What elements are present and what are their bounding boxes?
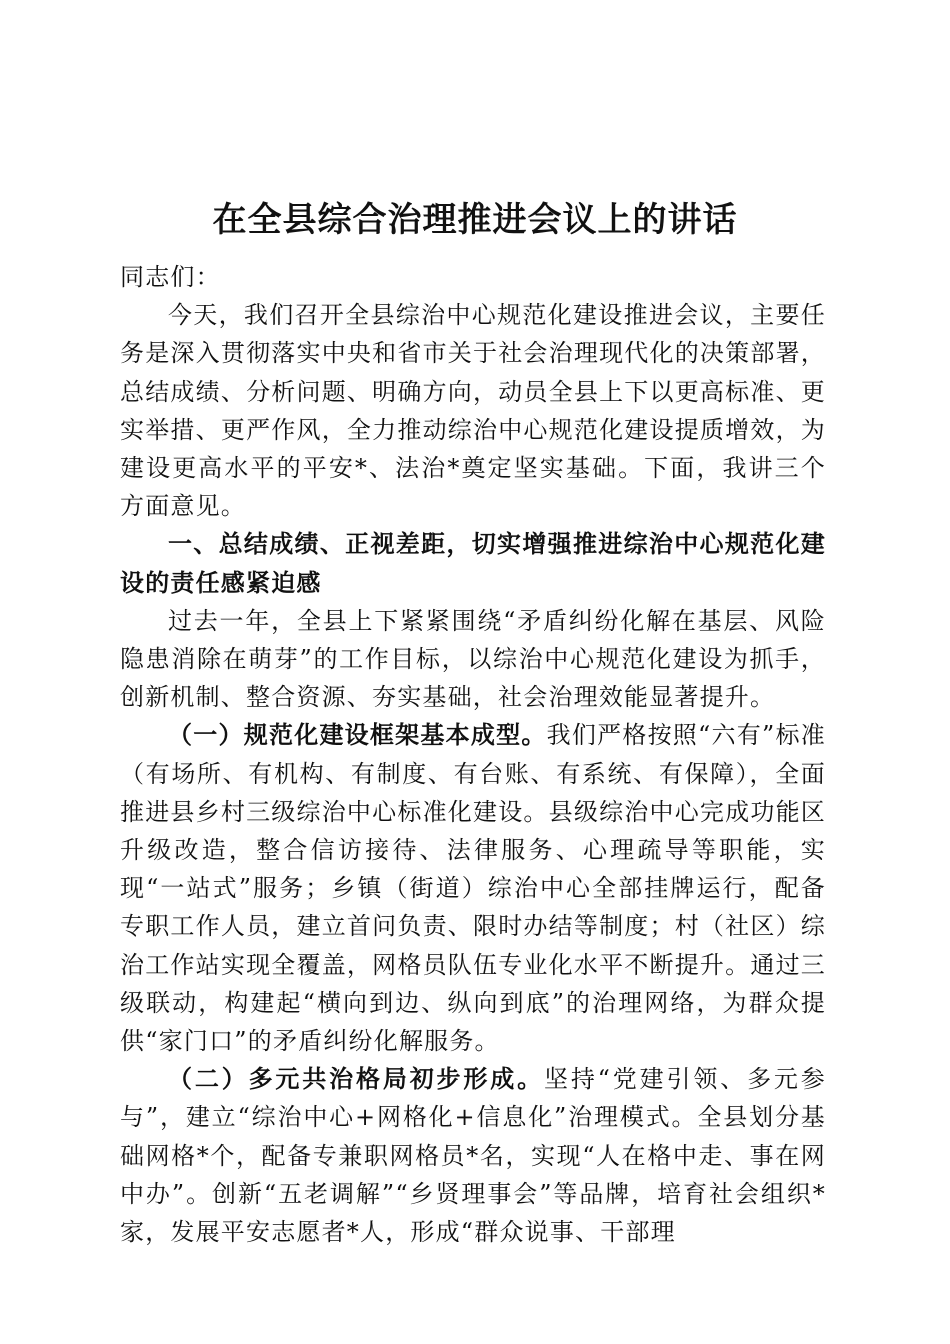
subsection-item-1	[120, 716, 826, 1060]
salutation: 同志们：	[120, 263, 221, 291]
document-body	[120, 258, 826, 1251]
section-paragraph-1: 过去一年，全县上下紧紧围绕“矛盾纠纷化解在基层、风险隐患消除在萌芽”的工作目标，以综治中心规范化建设为抓手，创新机制、整合资源、夯实基础，社会治理效能显著提升。	[120, 606, 826, 712]
subsection-text-2: 坚持“党建引领、多元参与”，建立“综治中心+网格化+信息化”治理模式。全县划分基础网格*个，配备专兼职网格员*名，实现“人在格中走、事在网中办”。创新“五老调解”“乡贤理事会”等品牌，培育社会组织*家，发展平安志愿者*人，形成“群众说事、干部理	[120, 1065, 826, 1247]
document-title: 在全县综合治理推进会议上的讲话	[212, 200, 738, 240]
subsection-item-2	[120, 1060, 826, 1251]
subsection-lead-1: （一）规范化建设框架基本成型。	[168, 720, 547, 750]
subsection-text-1: 我们严格按照“六有”标准（有场所、有机构、有制度、有台账、有系统、有保障），全面推进县乡村三级综治中心标准化建设。县级综治中心完成功能区升级改造，整合信访接待、法律服务、心理疏导等职能，实现“一站式”服务；乡镇（街道）综治中心全部挂牌运行，配备专职工作人员，建立首问负责、限时办结等制度；村（社区）综治工作站实现全覆盖，网格员队伍专业化水平不断提升。通过三级联动，构建起“横向到边、纵向到底”的治理网络，为群众提供“家门口”的矛盾纠纷化解服务。	[120, 721, 826, 1056]
subsection-lead-2: （二）多元共治格局初步形成。	[168, 1064, 544, 1094]
section-heading-1: 一、总结成绩、正视差距，切实增强推进综治中心规范化建设的责任感紧迫感	[120, 530, 826, 597]
intro-paragraph: 今天，我们召开全县综治中心规范化建设推进会议，主要任务是深入贯彻落实中央和省市关于社会治理现代化的决策部署，总结成绩、分析问题、明确方向，动员全县上下以更高标准、更实举措、更严作风，全力推动综治中心规范化建设提质增效，为建设更高水平的平安*、法治*奠定坚实基础。下面，我讲三个方面意见。	[120, 301, 826, 521]
